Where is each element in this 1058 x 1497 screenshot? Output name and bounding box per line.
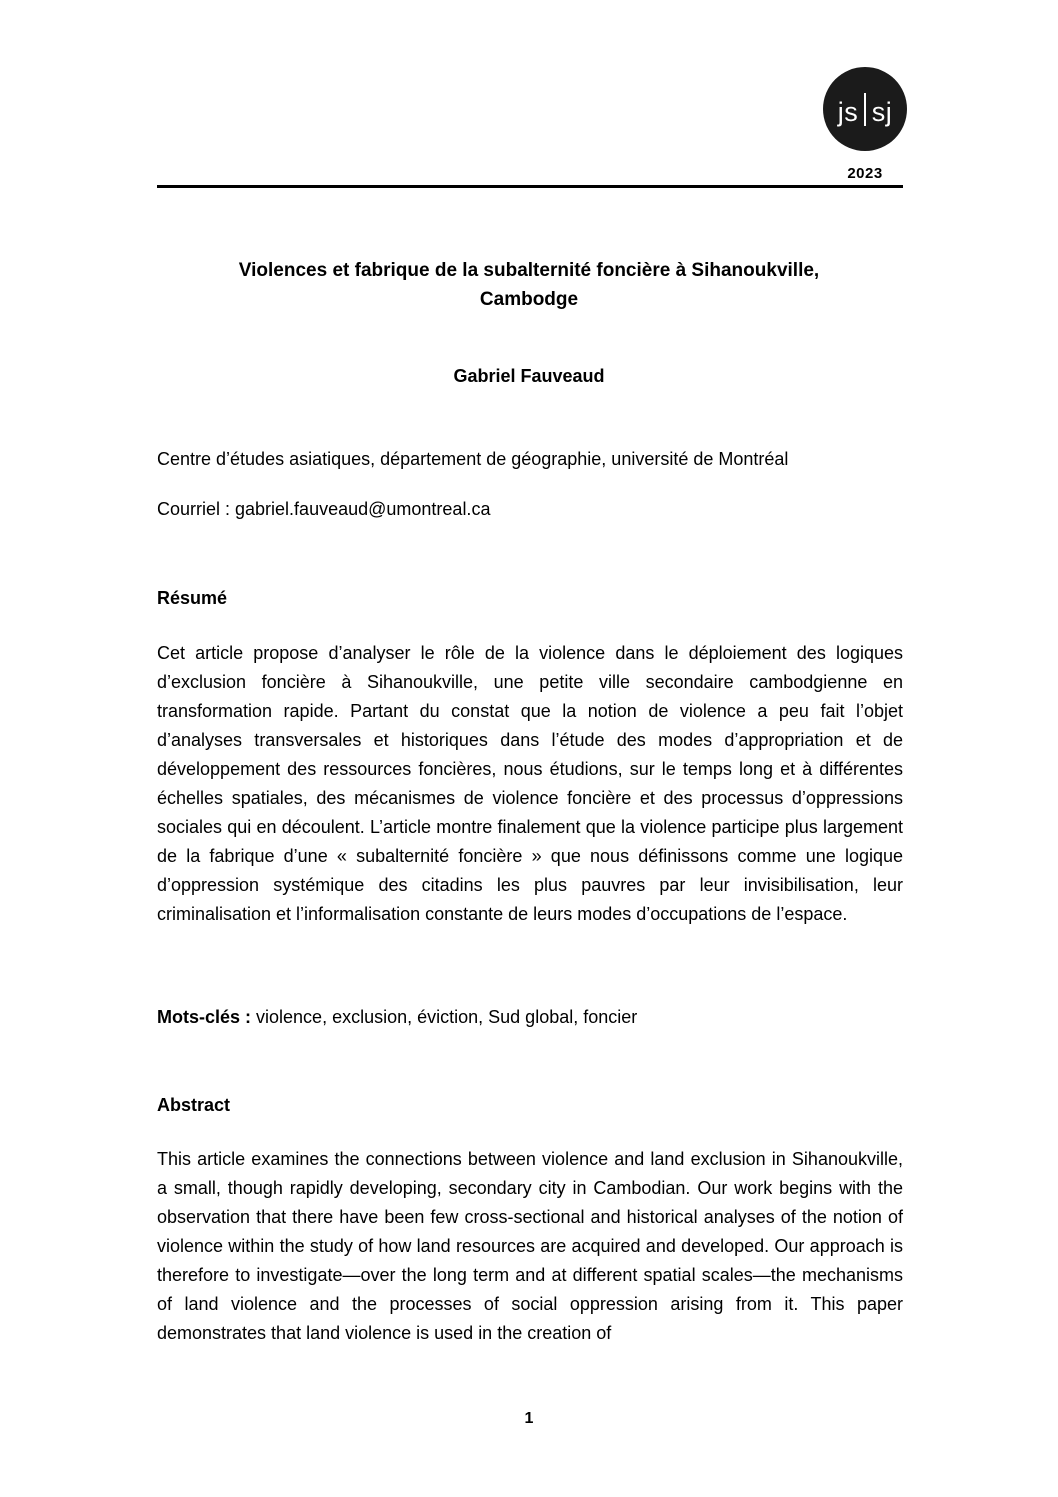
logo-text-right: sj [871,96,893,127]
article-title [156,256,902,314]
journal-logo-icon [823,67,907,151]
resume-heading: Résumé [157,588,228,608]
author-affiliation: Centre d’études asiatiques, département de géographie, université de Montréal [157,449,789,469]
logo-divider [864,93,866,126]
keywords-label: Mots-clés : [157,1007,252,1027]
resume-paragraph: Cet article propose d’analyser le rôle de la violence dans le déploiement des logiques d’exclusion foncière à Sihanoukville, une petite ville secondaire cambodgienne en transformation rapide. Partant du constat que la notion de violence a peu fait l’objet d’analyses transversales et historiques dans l’étude des modes d’appropriation et de développement des ressources foncières, nous étudions, sur le temps long et à différentes échelles spatiales, des mécanismes de violence foncière et des processus d’oppressions sociales qui en découlent. L’article montre finalement que la violence participe plus largement de la fabrique d’une « subalternité foncière » que nous définissons comme une logique d’oppression systémique des citadins les plus pauvres par leur invisibilisation, leur criminalisation et l’informalisation constante de leurs modes d’occupations de l’espace. [157,643,903,924]
article-title-line-2: Cambodge [479,289,579,310]
keywords-line [157,1003,903,1032]
author-contact-email: Courriel : gabriel.fauveaud@umontreal.ca [157,499,491,519]
page-number: 1 [524,1410,534,1427]
publication-year: 2023 [847,165,883,182]
header-rule [157,185,903,188]
abstract-heading: Abstract [157,1095,231,1115]
logo-text-left: js [837,96,859,127]
article-author: Gabriel Fauveaud [453,366,605,386]
keywords-list: violence, exclusion, éviction, Sud global, foncier [256,1007,638,1027]
article-title-line-1: Violences et fabrique de la subalternité foncière à Sihanoukville, [238,260,820,281]
abstract-paragraph: This article examines the connections between violence and land exclusion in Sihanoukville, a small, though rapidly developing, secondary city in Cambodian. Our work begins with the observation that there have been few cross-sectional and historical analyses of the notion of violence within the study of how land resources are acquired and developed. Our approach is therefore to investigate—over the long term and at different spatial scales—the mechanisms of land violence and the processes of social oppression arising from it. This paper demonstrates that land violence is used in the creation of [157,1149,903,1343]
